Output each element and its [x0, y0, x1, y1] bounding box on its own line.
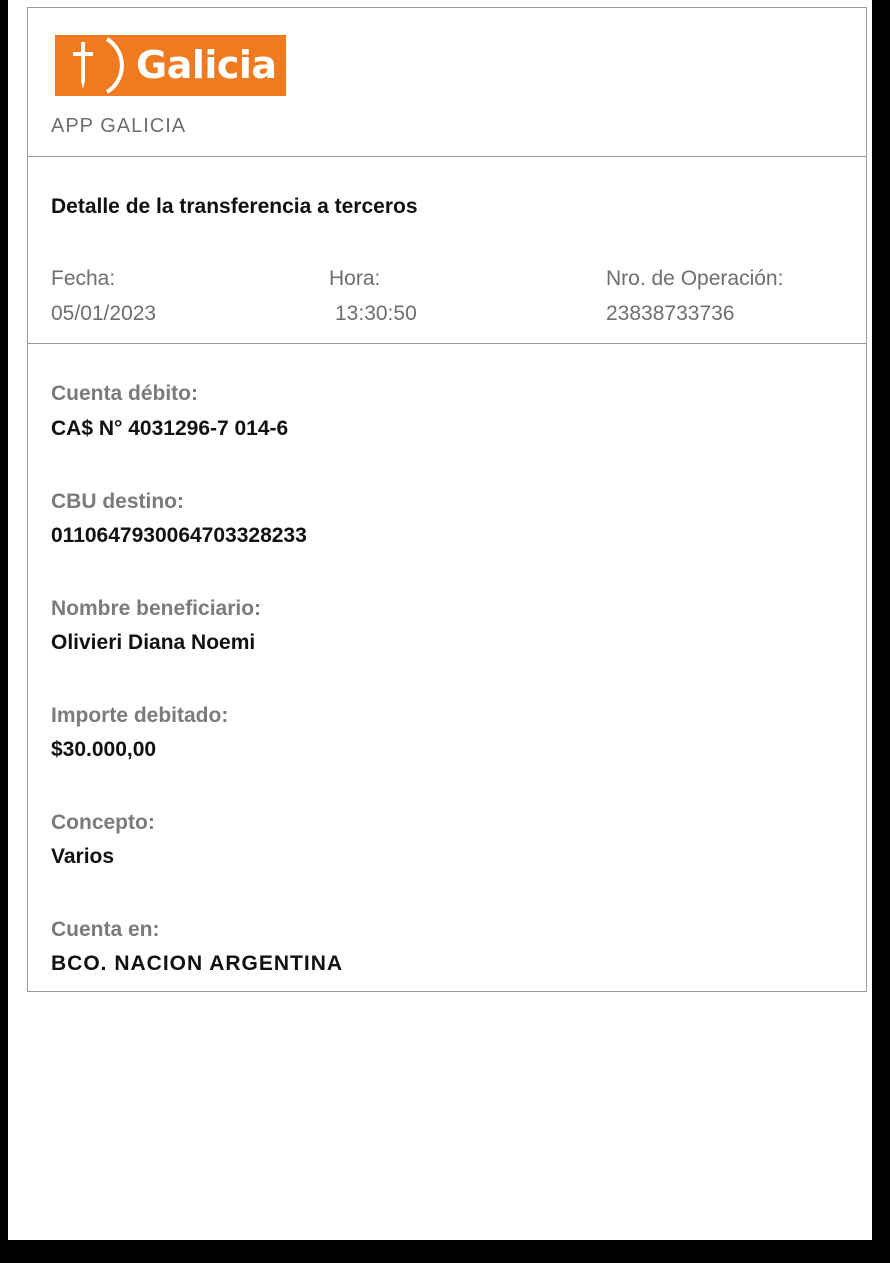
concepto-value: Varios [51, 845, 115, 868]
galicia-cross-icon [55, 35, 135, 96]
cuenta-debito-label: Cuenta débito: [51, 382, 198, 405]
logo-text: Galicia [136, 43, 277, 87]
nombre-beneficiario-label: Nombre beneficiario: [51, 597, 262, 620]
app-name: APP GALICIA [51, 115, 187, 137]
importe-debitado-value: $30.000,00 [51, 738, 157, 761]
operacion-label: Nro. de Operación: [606, 267, 784, 290]
cuenta-debito-value: CA$ N° 4031296-7 014-6 [51, 417, 289, 440]
nombre-beneficiario-value: Olivieri Diana Noemi [51, 631, 256, 654]
meta-divider [28, 343, 866, 344]
cbu-destino-value: 0110647930064703328233 [51, 524, 307, 547]
cuenta-en-value: BCO. NACION ARGENTINA [51, 952, 344, 975]
fecha-value: 05/01/2023 [51, 302, 157, 325]
hora-value: 13:30:50 [335, 302, 417, 325]
operacion-value: 23838733736 [606, 302, 735, 325]
importe-debitado-label: Importe debitado: [51, 704, 229, 727]
transfer-receipt-card [27, 7, 867, 992]
hora-label: Hora: [329, 267, 381, 290]
receipt-page [8, 0, 872, 1240]
cuenta-en-label: Cuenta en: [51, 918, 160, 941]
concepto-label: Concepto: [51, 811, 155, 834]
galicia-logo [55, 35, 286, 96]
cbu-destino-label: CBU destino: [51, 490, 184, 513]
bottom-black-bar [0, 1240, 890, 1263]
page-title: Detalle de la transferencia a terceros [51, 195, 418, 218]
fecha-label: Fecha: [51, 267, 116, 290]
header-divider [28, 156, 866, 157]
